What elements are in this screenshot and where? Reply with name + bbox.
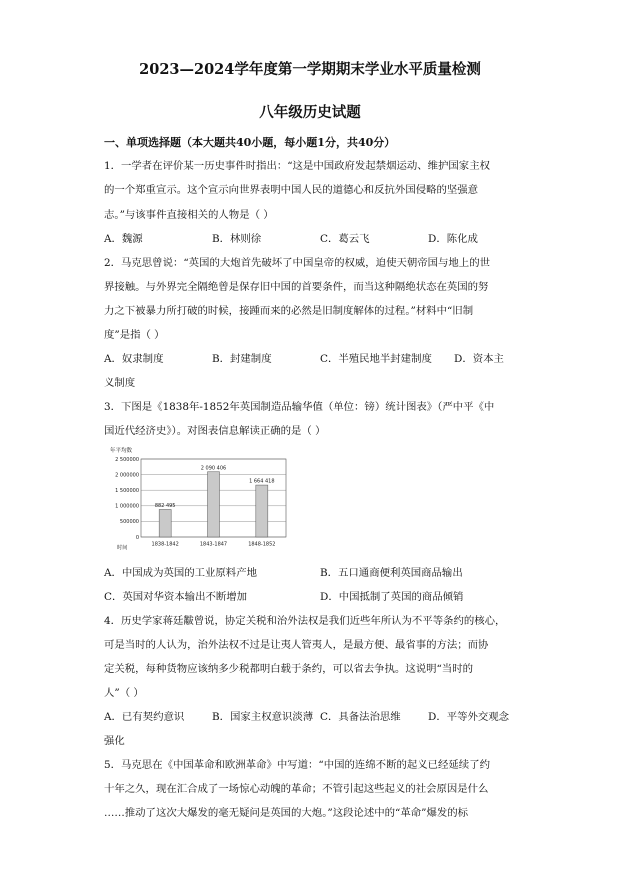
question-text-line: 5．马克思在《中国革命和欧洲革命》中写道：“中国的连绵不断的起义已经延续了约	[104, 759, 490, 771]
bar-value-label: 2 090 406	[200, 465, 227, 472]
page-title: 2023—2024学年度第一学期期末学业水平质量检测	[139, 61, 481, 78]
option-c[interactable]: C．英国对华资本输出不断增加	[104, 591, 248, 603]
question-text-line: 界接触。与外界完全隔绝曾是保存旧中国的首要条件，而当这种隔绝状态在英国的努	[104, 281, 489, 293]
x-tick-label: 1843-1847	[199, 541, 228, 548]
question-text-line: 国近代经济史》）。对图表信息解读正确的是（ ）	[104, 425, 326, 437]
option-d[interactable]: D．资本主	[454, 353, 504, 365]
y-tick-label: 2 500000	[115, 456, 139, 463]
option-b[interactable]: B．林则徐	[212, 233, 262, 245]
chart-bars	[155, 465, 275, 537]
option-c[interactable]: C．半殖民地半封建制度	[320, 353, 432, 365]
question-text-line: ……推动了这次大爆发的毫无疑问是英国的大炮。”这段论述中的“革命”爆发的标	[104, 807, 469, 819]
option-d[interactable]: D．平等外交观念	[428, 711, 510, 723]
question-text-line: 可是当时的人认为，治外法权不过是让夷人管夷人，是最方便、最省事的方法；而协	[104, 639, 489, 651]
question-text-line: 人”（ ）	[104, 687, 144, 699]
option-c[interactable]: C．具备法治思维	[320, 711, 401, 723]
option-a[interactable]: A．魏源	[104, 233, 143, 245]
option-d[interactable]: D．陈化成	[428, 233, 478, 245]
option-c[interactable]: C．葛云飞	[320, 233, 370, 245]
question-text-line: 十年之久，现在汇合成了一场惊心动魄的革命；不管引起这些起义的社会原因是什么	[104, 783, 489, 795]
y-tick-label: 500000	[119, 519, 139, 526]
option-b[interactable]: B．封建制度	[212, 353, 272, 365]
bar-value-label: 1 664 418	[249, 478, 275, 485]
bar	[208, 472, 220, 537]
question-text-line: 度”是指（ ）	[104, 329, 165, 341]
option-a[interactable]: A．已有契约意识	[104, 711, 185, 723]
trade-bar-chart	[108, 445, 293, 557]
option-a[interactable]: A．奴隶制度	[104, 353, 164, 365]
option-a[interactable]: A．中国成为英国的工业原料产地	[104, 567, 257, 579]
y-tick-labels	[115, 457, 139, 541]
x-tick-labels	[152, 542, 276, 548]
question-text-line: 定关税，每种货物应该纳多少税都明白载于条约，可以省去争执。这说明“当时的	[104, 663, 473, 675]
question-text-line: 1．一学者在评价某一历史事件时指出：“这是中国政府发起禁烟运动、维护国家主权	[104, 160, 490, 172]
option-continuation: 强化	[104, 735, 125, 747]
y-tick-label: 1 000000	[115, 503, 139, 510]
option-continuation: 义制度	[104, 377, 136, 389]
y-axis-label: 年平均数	[110, 448, 133, 454]
question-text-line: 志。”与该事件直接相关的人物是（ ）	[104, 209, 274, 221]
question-text-line: 3．下图是《1838年-1852年英国制造品输华值（单位：镑）统计图表》（严中平《中	[104, 401, 495, 413]
option-b[interactable]: B．国家主权意识淡薄	[212, 711, 314, 723]
y-tick-label: 2 000000	[115, 472, 139, 479]
bar	[256, 485, 268, 537]
question-text-line: 力之下被暴力所打破的时候，接踵而来的必然是旧制度解体的过程。”材料中“旧制	[104, 305, 474, 317]
x-axis-label: 时间	[117, 545, 128, 551]
y-tick-label: 0	[135, 534, 139, 541]
question-text-line: 4．历史学家蒋廷黻曾说，协定关税和治外法权是我们近些年所认为不平等条约的核心，	[104, 615, 506, 627]
question-text-line: 的一个郑重宣示。这个宣示向世界表明中国人民的道德心和反抗外国侵略的坚强意	[104, 184, 479, 196]
bar	[159, 509, 171, 537]
bar-value-label: 882 495	[154, 502, 176, 509]
option-b[interactable]: B．五口通商便利英国商品输出	[320, 567, 463, 579]
option-d[interactable]: D．中国抵制了英国的商品倾销	[320, 591, 464, 603]
x-tick-label: 1838-1842	[151, 541, 179, 548]
y-tick-label: 1 500000	[115, 488, 139, 494]
section-heading: 一、单项选择题（本大题共40小题，每小题1分，共40分）	[104, 136, 396, 149]
page-subtitle: 八年级历史试题	[259, 104, 361, 121]
question-text-line: 2．马克思曾说：“英国的大炮首先破坏了中国皇帝的权威，迫使天朝帝国与地上的世	[104, 257, 490, 269]
x-tick-label: 1848-1852	[248, 541, 276, 548]
